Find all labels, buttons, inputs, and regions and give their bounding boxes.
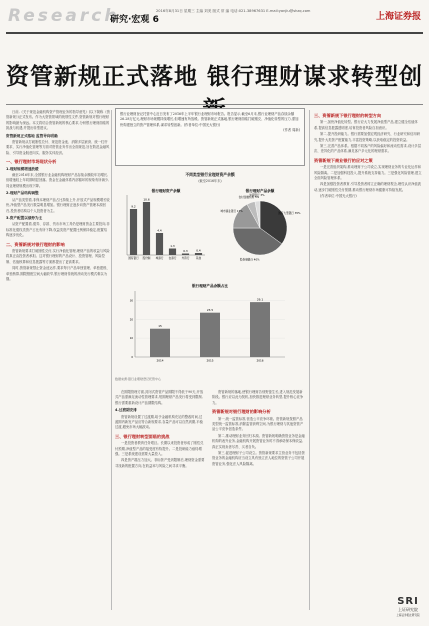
chart-3-data-label: 15	[158, 324, 162, 329]
column-2	[115, 390, 205, 470]
article-paragraph: 从资产配置看,债券、存款、货币市场工具仍是理财资金主要投向,非标准化债权类资产占比有所下降,权益类资产配置比例保持稳定,配置结构逐步优化。	[6, 222, 110, 238]
chart-1-tick-label: 其他	[195, 257, 202, 260]
section-heading: 2.理财产品结构调整	[6, 191, 39, 196]
masthead-logo: Research	[8, 6, 120, 26]
chart-1-bar	[130, 209, 137, 255]
brand-mark: SRI	[397, 596, 419, 607]
section-heading: 1.理财规模增速放缓	[6, 166, 39, 171]
section-heading: 资管新规下商业银行的应对之策	[314, 157, 373, 163]
brand-line-2: 上海证券报社研究院	[396, 614, 420, 617]
article-paragraph: 第一,统一监管标准,营造公平竞争环境。资管新规按照产品类型统一监管标准,消除监管套利空间,为银行理财与其他资管产品公平竞争创造条件。	[212, 416, 304, 432]
article-paragraph: 第三,促进理财子公司设立。资管新规要求主营业务不包括资管业务的金融机构应当设立具有独立法人地位的资管子公司开展资管业务,强化法人风险隔离。	[212, 451, 305, 466]
section-heading: 三、资管新规下银行理财的转型方向	[314, 113, 382, 118]
chart-3-data-label: 23.5	[206, 308, 214, 313]
article-paragraph: 资管新规设置了过渡期,给予金融机构充足的整改时间,过渡期内新发产品应符合新规要求,存量产品可以自然到期,平稳过渡,避免市场大幅波动。	[115, 414, 203, 430]
column-3	[212, 390, 305, 468]
chart-1-tick-label: 股份制	[142, 257, 151, 260]
chart-1-data-label: 0.3	[183, 249, 188, 253]
chart-2-slice-label: 股份制银行 40%	[240, 258, 260, 262]
section-heading: 资管新规正式落地 监管导向明确	[6, 133, 58, 138]
chart-1-bar	[156, 233, 163, 255]
article-paragraph: 第二,推动理财业务回归本源。资管新规明确资管业务是金融机构的表外业务,金融机构开展资管业务时不得承诺保本保收益,真正实现卖者尽责、买者自负。	[212, 433, 305, 449]
chart-2-slice-label: 农村金融机构 5%	[238, 195, 260, 199]
chart-3-tick-label: 2015	[206, 358, 214, 363]
chart-1-tick-label: 农商行	[168, 257, 177, 260]
article-paragraph: 截至2016年末,全国银行业金融机构理财产品存续余额较年初增长,但增速较上年同期明显回落。资金在金融体系内部循环的现象有所减少,同业理财规模出现下降。	[6, 173, 110, 188]
chart-1-data-label: 1.3	[170, 244, 175, 248]
article-paragraph: 第二,提升投研能力。银行需要加强宏观经济研究、行业研究和信用研究,提升大类资产配置能力,丰富投资策略,以获取稳定的投资收益。	[314, 132, 420, 142]
chart-2-slice-label: 外资银行 3%	[249, 194, 265, 198]
chart-1-bar	[195, 253, 202, 255]
chart-panel-title: 不同类型银行业理财资产余额	[185, 172, 235, 177]
section-heading: 三、银行理财转型面临的挑战	[115, 433, 170, 439]
chart-1-bar	[169, 249, 176, 256]
section-label	[110, 12, 159, 25]
article-paragraph: 一是投资者教育任务艰巨。长期以来投资者形成了刚性兑付预期,净值型产品的接受度有待提升。二是投研能力亟待增强。三是系统建设需要大量投入。	[115, 441, 204, 457]
article-paragraph: 四是资产端压力加大。非标资产受到限制后,理财资金需要寻找新的配置方向,在收益率与风险之间寻求平衡。	[115, 458, 205, 468]
article-paragraph: 第一,加快净值化转型。银行应大力发展净值型产品,建立健全估值体系,提高信息披露透明度,培育投资者风险自担意识。	[314, 120, 418, 130]
article-paragraph: 四是加强投资者教育,引导投资者树立正确的理财观念,理性认识净值波动,逐步打破刚性兑付预期,推动银行理财市场健康可持续发展。	[314, 182, 422, 192]
column-divider	[309, 110, 310, 610]
chart-2-slice-label: 国有大型银行 35%	[278, 212, 301, 216]
article-paragraph: 从产品类型看,非保本理财产品占比持续上升,开放式产品规模增长较快,净值型产品发行数量明显增加。银行理财正逐步向资产管理本源回归,投资者结构以个人投资者为主。	[6, 197, 110, 213]
page-number: 6	[152, 15, 159, 25]
section-heading: 4.过渡期安排	[115, 408, 137, 413]
chart-3-bar	[150, 329, 170, 357]
lead-byline: (作者 周新)	[283, 128, 300, 133]
section-heading: 资管新规对银行理财的影响分析	[212, 409, 271, 415]
column-1	[6, 110, 110, 283]
chart-2-title: 银行理财产品余额	[245, 189, 275, 193]
section-heading: 一、银行理财市场现状分析	[6, 159, 57, 165]
masthead	[6, 4, 423, 34]
chart-2-slice-label: 城市商业银行 17%	[220, 210, 243, 214]
article-paragraph: 在期限管理方面,封闭式资管产品期限不得低于90天,开放式产品需满足流动性管理要求,短期理财产品发行将受到限制,银行需要重新设计产品期限结构。	[115, 390, 204, 405]
chart-1-bar	[143, 202, 150, 255]
chart-svg	[115, 183, 305, 373]
section-title: 研究·宏观	[110, 15, 150, 25]
chart-1-bar	[182, 254, 189, 256]
column-4	[314, 110, 422, 201]
headline-rule	[6, 104, 423, 105]
footer-brand	[393, 596, 423, 618]
chart-source: 数据来源:银行业理财登记托管中心	[115, 377, 162, 381]
chart-3-tick-label: 2014	[156, 358, 164, 363]
lead-text: 银行业理财登记托管中心近日发布了2016年上半年银行业理财市场报告。报告显示,截至6月末,银行业理财产品存续余额26.28万亿元,理财市场规模持续增长,但增速有所放缓。资管新规正式落地,银行理财面临打破刚兑、净值化转型的压力,需加快构建独立的资产管理体系,谋求转型创新。(作者单位:中国光大银行)	[120, 112, 299, 127]
chart-3-y-tick: 30	[129, 299, 133, 303]
paper-name: 上海证券报	[375, 12, 421, 22]
chart-3-title: 银行理财产品余额占比	[192, 284, 228, 288]
article-paragraph: 资管新规的落地,使银行理财告别野蛮生长,进入规范发展新阶段。银行应以此为契机,加快推进理财业务转型,提升核心竞争力。	[212, 390, 304, 405]
chart-1-data-label: 4.4	[157, 228, 162, 233]
section-heading: 3.资产配置以债券为主	[6, 215, 43, 220]
chart-panel-subtitle: (截至2016年末)	[198, 179, 222, 183]
section-heading: 二、资管新规对银行理财的影响	[6, 241, 65, 247]
lead-box	[115, 108, 305, 166]
brand-line: 上证研究院	[398, 607, 418, 612]
chart-3-data-label: 29.1	[256, 297, 264, 302]
chart-3-y-tick: 10	[129, 337, 133, 341]
article-paragraph: 一是完善组织架构,推动理财子公司设立,实现理财业务的专业化运作和风险隔离。二是加强科技投入,提升系统支持能力。三是强化风险管理,建立全面风险管理体系。	[314, 165, 422, 181]
chart-3-bar	[250, 302, 270, 357]
chart-1-data-label: 0.4	[196, 248, 201, 253]
chart-1-tick-label: 外资行	[181, 257, 190, 260]
chart-3-tick-label: 2016	[256, 358, 264, 363]
chart-1-tick-label: 国有银行	[128, 257, 139, 260]
chart-panel	[115, 172, 305, 384]
chart-3-y-tick: 20	[129, 318, 133, 322]
article-paragraph: 同时,资管新规禁止资金池运作,要求每只产品单独管理、单独建账、单独核算,期限错配空间大幅收窄,银行理财传统的滚动发行模式难以为继。	[6, 266, 110, 281]
chart-3-bar	[200, 313, 220, 357]
column-divider	[111, 110, 112, 610]
dateline: 2016年8月31日 星期三 主编 刘美 版式 常 编 电话:021-38967631 E-mail:yanjiu@shzq.com	[156, 9, 311, 13]
chart-1-data-label: 9.2	[131, 204, 136, 209]
chart-1-data-label: 10.6	[143, 197, 150, 202]
article-paragraph: 资管新规从打破刚性兑付、规范资金池、消除多层嵌套、统一杠杆要求、实行净值化管理等方面对资管业务作出全面规范,旨在防范金融风险、引导资金脱虚向实、服务实体经济。	[6, 140, 110, 155]
article-headline: 资管新规正式落地 银行理财谋求转型创	[6, 64, 424, 90]
article-paragraph: 资管新规要求打破刚性兑付,实行净值化管理,理财产品的收益与风险将真正由投资者承担。这对银行理财的产品设计、投资管理、风险控制、估值核算和信息披露等方面都提出了更高要求。	[6, 248, 110, 264]
article-paragraph: 日前,《关于规范金融机构资产管理业务的指导意见》(以下简称《资管新规》)正式发布。作为大资管领域的统领性文件,资管新规对银行理财的影响最为深远。本文将结合资管新规的核心要求,分析银行理财面临的挑战与机遇,并提出转型建议。	[6, 110, 110, 131]
article-paragraph: (作者单位:中国光大银行)	[320, 194, 357, 199]
article-paragraph: 第三,完善产品体系。根据不同客户的风险偏好和流动性需求,设计多层次、差异化的产品体系,满足客户多元化的理财需求。	[314, 144, 422, 154]
chart-1-title: 银行理财资产余额	[151, 189, 181, 193]
chart-1-tick-label: 城商行	[155, 257, 164, 260]
chart-3-y-tick: 0	[131, 356, 133, 359]
